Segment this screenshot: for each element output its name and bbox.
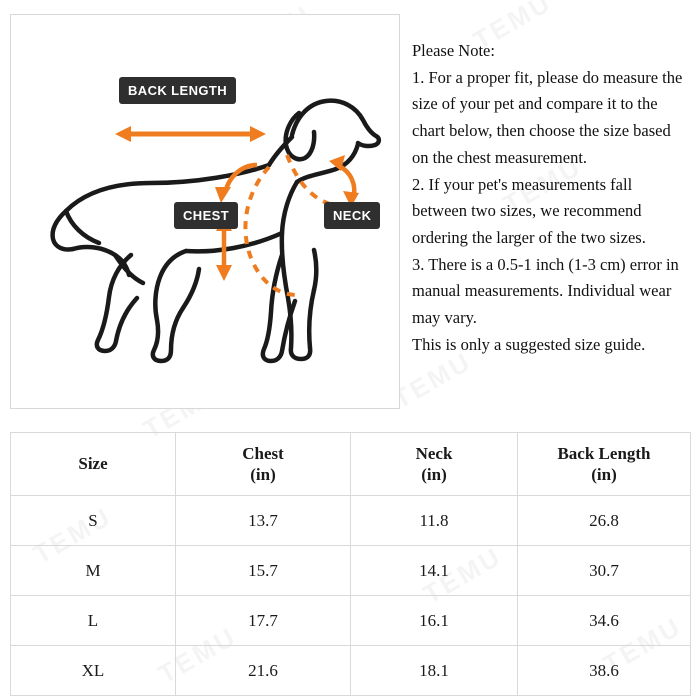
cell-neck: 11.8 xyxy=(351,496,518,546)
header-title: Size xyxy=(78,454,108,474)
note-line: 2. If your pet's measurements fall between two sizes, we recommend ordering the larger of the two sizes. xyxy=(412,174,646,248)
note-line: 1. For a proper fit, please do measure the size of your pet and compare it to the chart below, then choose the size based on the chest measurement. xyxy=(412,67,687,167)
header-unit: (in) xyxy=(421,465,447,484)
cell-back: 38.6 xyxy=(518,646,691,696)
cell-size: XL xyxy=(11,646,176,696)
table-row xyxy=(11,646,691,696)
note-line: 3. There is a 0.5-1 inch (1-3 cm) error in manual measurements. Individual wear may vary. xyxy=(412,254,683,328)
column-header-size xyxy=(11,433,176,496)
label-neck: NECK xyxy=(324,202,380,229)
column-header-chest xyxy=(176,433,351,496)
cell-neck: 16.1 xyxy=(351,596,518,646)
cell-size: M xyxy=(11,546,176,596)
dog-measurement-diagram xyxy=(10,14,400,409)
cell-chest: 15.7 xyxy=(176,546,351,596)
header-title: Chest xyxy=(242,443,284,463)
neck-measure-line xyxy=(287,155,333,205)
label-chest: CHEST xyxy=(174,202,238,229)
cell-size: L xyxy=(11,596,176,646)
size-table xyxy=(10,432,691,696)
label-back-length: BACK LENGTH xyxy=(119,77,236,104)
header-title: Neck xyxy=(415,443,453,463)
cell-chest: 13.7 xyxy=(176,496,351,546)
column-header-neck xyxy=(351,433,518,496)
cell-back: 26.8 xyxy=(518,496,691,546)
header-unit: (in) xyxy=(250,465,276,484)
cell-back: 34.6 xyxy=(518,596,691,646)
note-line: Please Note: xyxy=(412,41,495,60)
table-header-row xyxy=(11,433,691,496)
note-line: This is only a suggested size guide. xyxy=(412,334,646,354)
cell-neck: 18.1 xyxy=(351,646,518,696)
table-row xyxy=(11,596,691,646)
column-header-back-length xyxy=(518,433,691,496)
table-row xyxy=(11,546,691,596)
cell-back: 30.7 xyxy=(518,546,691,596)
cell-chest: 21.6 xyxy=(176,646,351,696)
chest-measure-line xyxy=(245,167,297,295)
cell-neck: 14.1 xyxy=(351,546,518,596)
table-row xyxy=(11,496,691,546)
guide-top-section xyxy=(10,14,690,424)
header-title: Back Length xyxy=(557,443,651,463)
size-chart xyxy=(10,432,690,696)
back-length-arrow xyxy=(115,126,266,142)
please-note-text xyxy=(412,14,690,424)
header-unit: (in) xyxy=(591,465,617,484)
cell-size: S xyxy=(11,496,176,546)
cell-chest: 17.7 xyxy=(176,596,351,646)
